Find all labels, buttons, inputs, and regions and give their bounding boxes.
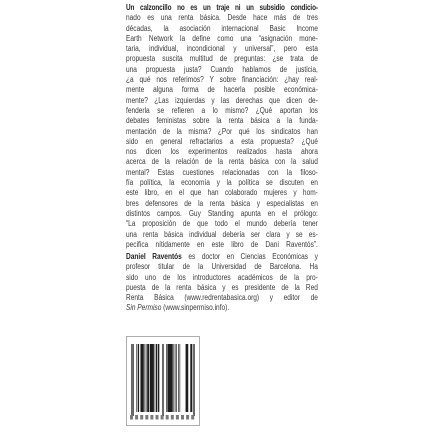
- barcode-digit-mark: [171, 415, 174, 420]
- synopsis-line: mente alguna forma de hacerla posible económica-: [126, 85, 318, 95]
- barcode-bar: [162, 344, 163, 416]
- synopsis-line: décadas, la asociación internacional Basic Income: [126, 23, 318, 33]
- barcode-bar: [173, 344, 174, 412]
- barcode-bar: [166, 344, 167, 412]
- barcode-bar: [167, 344, 172, 412]
- author-bio-line: puesta de la renta básica y es presidente de la Red: [126, 282, 318, 292]
- barcode-bar: [132, 344, 133, 416]
- barcode-digit-mark: [150, 415, 153, 420]
- barcode-bar: [193, 344, 194, 416]
- synopsis-line: pecifica nítidamente en este libro de Dani Raventós”.: [126, 239, 318, 249]
- publication-title: Sin Permiso: [126, 303, 162, 313]
- synopsis-line: taria, individual, incondicional y universal”, pero esta: [126, 44, 318, 54]
- synopsis-line: fenderla se refieren a lo mismo? ¿Qué aportan los: [126, 105, 318, 115]
- barcode-bar: [158, 344, 159, 412]
- synopsis-line: propuesta suscita multitud de preguntas: ¿se trata de: [126, 54, 318, 64]
- barcode-bar: [186, 344, 189, 412]
- synopsis-line: nos dicen los experimentos realizados hasta ahora: [126, 147, 318, 157]
- author-name: Daniel Raventós: [126, 251, 182, 261]
- synopsis-line: bres defensores de la renta básica y especialistas en: [126, 198, 318, 208]
- barcode-frame: [127, 337, 200, 426]
- synopsis-line: Earth Network la define como una “asignación mone-: [126, 33, 318, 43]
- synopsis-line: acerca de la relación de la renta básica con la salud: [126, 157, 318, 167]
- barcode-bar: [180, 344, 181, 412]
- barcode-bar: [155, 344, 156, 412]
- barcode-bar: [175, 344, 176, 412]
- synopsis-line: distintos campos. Guy Standing apunta en el prólogo:: [126, 208, 318, 218]
- author-bio-first-line: [126, 252, 318, 262]
- barcode-digit-mark: [156, 415, 159, 420]
- barcode-bar: [178, 344, 179, 412]
- barcode-digit-mark: [191, 415, 194, 420]
- barcode: [126, 336, 200, 426]
- barcode-digit-mark: [166, 415, 169, 420]
- barcode-bar: [163, 344, 164, 416]
- barcode-bar: [144, 344, 145, 412]
- barcode-bar: [147, 344, 149, 412]
- barcode-bar: [194, 344, 195, 416]
- synopsis-line: debates feministas sobre la renta básica a la funda-: [126, 116, 318, 126]
- barcode-bar: [131, 344, 132, 416]
- synopsis-line: mental? Estas cuestiones relacionadas con la filoso-: [126, 167, 318, 177]
- synopsis-line: nado es una renta básica. Desde hace más de tres: [126, 13, 318, 23]
- barcode-bar: [150, 344, 154, 412]
- barcode-bar: [146, 344, 147, 412]
- synopsis-line: mente? ¿Las izquierdas y las derechas que dicen de-: [126, 95, 318, 105]
- barcode-bar: [156, 344, 157, 412]
- synopsis-line: una renta básica individual debería ser clara y se es-: [126, 229, 318, 239]
- author-bio-line: Renta Básica (www.redrentabasica.org) y editor de: [126, 293, 318, 303]
- barcode-bar: [140, 344, 143, 412]
- barcode-digit-mark: [176, 415, 179, 420]
- barcode-bar: [190, 344, 192, 412]
- barcode-digit-mark: [140, 415, 143, 420]
- barcode-digit-mark: [145, 415, 148, 420]
- barcode-icon: [126, 336, 200, 426]
- barcode-digit-mark: [181, 415, 184, 420]
- author-bio-last-line: [126, 303, 318, 313]
- barcode-digit-mark: [130, 415, 133, 420]
- author-bio-line: sido uno de los introductores académicos de la pro-: [126, 272, 318, 282]
- synopsis-line: sido en general refractarios a esta propuesta? ¿Qué: [126, 136, 318, 146]
- barcode-bar: [176, 344, 177, 412]
- barcode-digit-mark: [161, 415, 164, 420]
- synopsis-line: ¿a qué nos referimos? Y sobre financiación: ¿hay real-: [126, 75, 318, 85]
- synopsis-line: fía política, la economía y la política se discuten en: [126, 178, 318, 188]
- author-bio-last-line-rest: (www.sinpermiso.info).: [161, 303, 230, 313]
- synopsis-line: este libro, en el que han colaborado mujeres y hom-: [126, 188, 318, 198]
- synopsis-line: mentación de la misma? ¿Por qué los sindicatos han: [126, 126, 318, 136]
- synopsis-lead: Un calzoncillo no es un traje ni un subsidio condicio-: [126, 3, 318, 12]
- author-bio-first-line-rest: es doctor en Ciencias Económicas y: [181, 251, 318, 261]
- synopsis-line: “La proposición de que todo el mundo debería tener: [126, 219, 318, 229]
- text-column: [126, 3, 318, 314]
- barcode-digit-mark: [135, 415, 138, 420]
- barcode-bar: [136, 344, 137, 412]
- synopsis-line: una propuesta justa? Cuando hablamos de justicia,: [126, 64, 318, 74]
- barcode-bar: [138, 344, 139, 412]
- author-bio-line: profesor titular de la Universidad de Barcelona. Ha: [126, 262, 318, 272]
- barcode-digit-mark: [186, 415, 189, 420]
